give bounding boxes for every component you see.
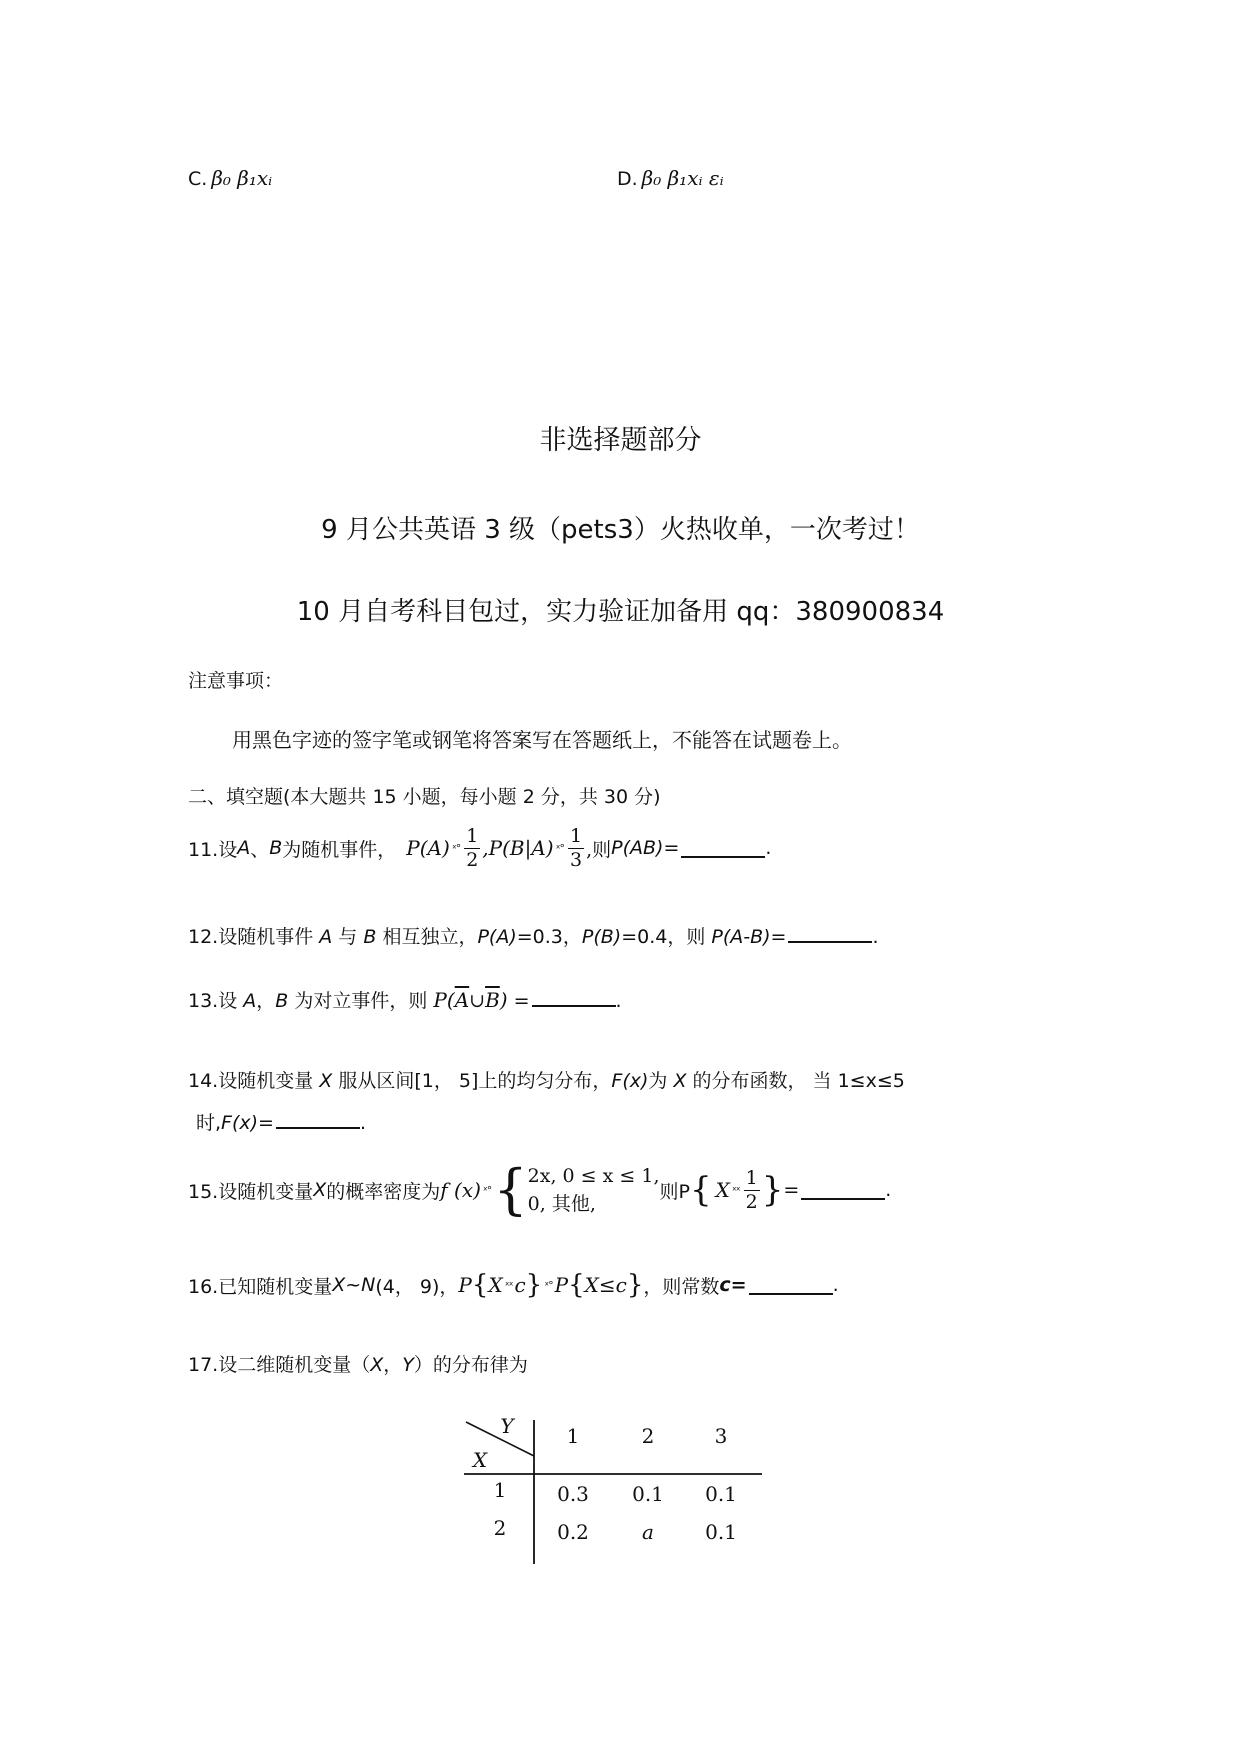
q17-x: X xyxy=(370,1354,384,1376)
table-cell-1-3: 0.1 xyxy=(705,1482,737,1506)
q11-blank xyxy=(681,838,765,858)
table-cell-2-3: 0.1 xyxy=(705,1520,737,1544)
q15-text1: 15.设随机变量 xyxy=(188,1180,314,1203)
q17-tail: ）的分布律为 xyxy=(413,1354,528,1376)
option-d-expr: β₀ β₁xᵢ εᵢ xyxy=(641,166,724,190)
table-cell-1-2: 0.1 xyxy=(632,1482,664,1506)
q13-abar: $\overline{A}$ xyxy=(454,988,470,1012)
q11-b: B xyxy=(269,837,283,859)
q11-prefix: 11.设 xyxy=(188,838,238,861)
table-cell-2-2: a xyxy=(642,1520,654,1544)
question-13: 13.设 A，B 为对立事件，则 $P(\overline{A}\cup\overline{B})$ = . xyxy=(188,988,622,1012)
q11-frac-half xyxy=(464,824,480,871)
q15-brace: { xyxy=(493,1158,528,1221)
q16-c: c= xyxy=(719,1274,747,1296)
q17-y: Y xyxy=(402,1354,414,1376)
q16-c1: c xyxy=(514,1273,526,1297)
ad-line-1: 9 月公共英语 3 级（pets3）火热收单，一次考过！ xyxy=(321,515,920,545)
q15-fx: f (x) xyxy=(440,1178,481,1202)
q11-ask: P(AB)= xyxy=(611,837,680,859)
q11-sep: 、 xyxy=(250,838,270,861)
question-14-line-2: 时,F(x)= . xyxy=(196,1108,366,1135)
option-c-expr: β₀ β₁xᵢ xyxy=(211,166,273,190)
q14-x2: X xyxy=(673,1070,687,1092)
q17-sep: ， xyxy=(383,1354,403,1376)
q16-lbrace-2: { xyxy=(568,1270,585,1300)
q11-third-den: 3 xyxy=(570,848,583,871)
q16-p2: P xyxy=(554,1273,569,1297)
option-c-label: C. xyxy=(188,168,208,190)
table-row-header: X xyxy=(472,1448,488,1472)
q12-v1: =0.3， xyxy=(516,926,582,948)
q16-params: (4， 9)， xyxy=(375,1275,459,1298)
table-col-1: 1 xyxy=(566,1424,580,1448)
q15-frac xyxy=(744,1166,760,1213)
table-cell-1-1: 0.3 xyxy=(557,1482,589,1506)
q11-pba: ,P(B|A) xyxy=(482,836,554,860)
q12-pa: P(A) xyxy=(477,926,517,948)
q15-case1: 2x, 0 ≤ x ≤ 1, xyxy=(527,1164,660,1187)
table-cell-2-1: 0.2 xyxy=(557,1520,589,1544)
q11-third-num: 1 xyxy=(570,824,583,847)
q11-garbled-eq-2: ˣ° xyxy=(555,841,564,855)
question-12: 12.设随机事件 A 与 B 相互独立，P(A)=0.3，P(B)=0.4，则 P(A-B)= . xyxy=(188,922,879,949)
q14-x: X xyxy=(319,1070,333,1092)
table-row-2-label: 2 xyxy=(493,1516,507,1540)
q15-eq: = xyxy=(783,1179,800,1201)
q15-den: 2 xyxy=(745,1190,758,1213)
q14-l1d: 的分布函数， 当 1≤x≤5 xyxy=(686,1070,905,1092)
q12-blank xyxy=(788,923,872,943)
q14-fx: F(x) xyxy=(611,1070,649,1092)
q16-rbrace-1: } xyxy=(525,1270,543,1300)
q15-lbrace: { xyxy=(689,1170,712,1210)
q11-frac-third xyxy=(568,824,584,871)
q12-a: A xyxy=(319,926,333,948)
q16-text1: 16.已知随机变量 xyxy=(188,1275,333,1298)
q16-blank xyxy=(749,1275,833,1295)
q16-garbled-eq: ˣ° xyxy=(544,1278,553,1292)
q11-mid: 为随机事件， xyxy=(282,838,397,861)
option-d-label: D. xyxy=(617,168,638,190)
q14-l2a: 时, xyxy=(196,1112,222,1134)
q13-b: B xyxy=(275,990,289,1012)
notice-body: 用黑色字迹的签字笔或钢笔将答案写在答题纸上，不能答在试题卷上。 xyxy=(232,728,852,752)
q14-l1a: 14.设随机变量 xyxy=(188,1070,320,1092)
ad-line-2: 10 月自考科目包过，实力验证加备用 qq：380900834 xyxy=(296,597,945,627)
q16-inner1: X xyxy=(488,1273,503,1297)
question-15: 15.设随机变量 X 的概率密度为 f (x) ˣ° { 2x, 0 ≤ x ≤ 1, 0, 其他, 则P { X ˣˣ $\frac{1}{2}$ } = . xyxy=(188,1158,892,1221)
section-title: 非选择题部分 xyxy=(539,425,702,456)
q14-l1c: 为 xyxy=(648,1070,674,1092)
q11-garbled-eq: ˣ° xyxy=(451,841,461,855)
q15-blank xyxy=(801,1180,885,1200)
q16-t2: ，则常数 xyxy=(643,1275,720,1298)
q16-inner2: X≤c xyxy=(584,1273,627,1297)
q11-tail: ,则 xyxy=(586,838,612,861)
question-17 xyxy=(188,1350,528,1377)
q16-lbrace-1: { xyxy=(471,1270,489,1300)
q13-eq: = xyxy=(507,990,530,1012)
notice-title: 注意事项： xyxy=(188,670,284,692)
q11-a: A xyxy=(237,837,251,859)
q15-cases xyxy=(528,1162,660,1219)
q13-p: P( xyxy=(433,988,455,1012)
q11-pa: P(A) xyxy=(406,836,450,860)
q12-t2: 与 xyxy=(332,926,364,948)
question-14-line-1 xyxy=(188,1066,1048,1093)
q14-l1b: 服从区间[1， 5]上的均匀分布， xyxy=(332,1070,612,1092)
q15-garbled-op: ˣˣ xyxy=(731,1183,740,1197)
q15-t3: 则P xyxy=(659,1180,690,1203)
q13-cup: ∪ xyxy=(469,990,486,1012)
q13-bbar: $\overline{B}$ xyxy=(485,988,500,1012)
q11-half-num: 1 xyxy=(466,824,479,847)
q15-t2: 的概率密度为 xyxy=(326,1180,441,1203)
table-col-header: Y xyxy=(500,1414,514,1438)
option-d xyxy=(617,166,724,190)
question-16: 16.已知随机变量 X~N (4， 9)， P { X ˣˣ c } ˣ° P { X≤c } ，则常数 c= . xyxy=(188,1270,839,1300)
q17-text: 17.设二维随机变量（ xyxy=(188,1354,371,1376)
q12-t3: 相互独立， xyxy=(376,926,478,948)
question-11: 11.设 A 、 B 为随机事件， P(A) ˣ° $\frac{1}{2}$ ,P(B|A) ˣ° $\frac{1}{3}$ ,则 P(AB)= . xyxy=(188,824,772,871)
q11-half-den: 2 xyxy=(466,848,479,871)
table-row-1-label: 1 xyxy=(493,1478,507,1502)
q12-b: B xyxy=(363,926,377,948)
q13-sep: ， xyxy=(256,990,276,1012)
q13-close: ) xyxy=(499,988,508,1012)
q13-t2: 为对立事件，则 xyxy=(288,990,434,1012)
table-col-2: 2 xyxy=(641,1424,655,1448)
q16-rbrace-2: } xyxy=(626,1270,644,1300)
q14-fx2: F(x)= xyxy=(221,1112,274,1134)
q12-ask: P(A-B)= xyxy=(711,926,787,948)
q16-dist: X~N xyxy=(332,1274,376,1296)
table-col-3: 3 xyxy=(714,1424,728,1448)
q13-blank xyxy=(532,987,616,1007)
q15-garbled-eq: ˣ° xyxy=(482,1183,492,1197)
q15-case2: 0, 其他, xyxy=(527,1193,596,1215)
q12-pb: P(B) xyxy=(581,926,622,948)
q16-garbled-op: ˣˣ xyxy=(504,1278,513,1292)
q15-num: 1 xyxy=(745,1166,758,1189)
section-2-title: 二、填空题(本大题共 15 小题，每小题 2 分，共 30 分) xyxy=(188,786,661,808)
q12-v2: =0.4，则 xyxy=(621,926,712,948)
q16-p1: P xyxy=(458,1273,472,1297)
option-c xyxy=(188,166,272,190)
q15-inner-x: X xyxy=(715,1178,730,1202)
q12-text1: 12.设随机事件 xyxy=(188,926,320,948)
q13-a: A xyxy=(243,990,257,1012)
q15-x: X xyxy=(313,1179,327,1201)
q13-text1: 13.设 xyxy=(188,990,244,1012)
q15-rbrace: } xyxy=(761,1170,784,1210)
q14-blank xyxy=(276,1109,360,1129)
